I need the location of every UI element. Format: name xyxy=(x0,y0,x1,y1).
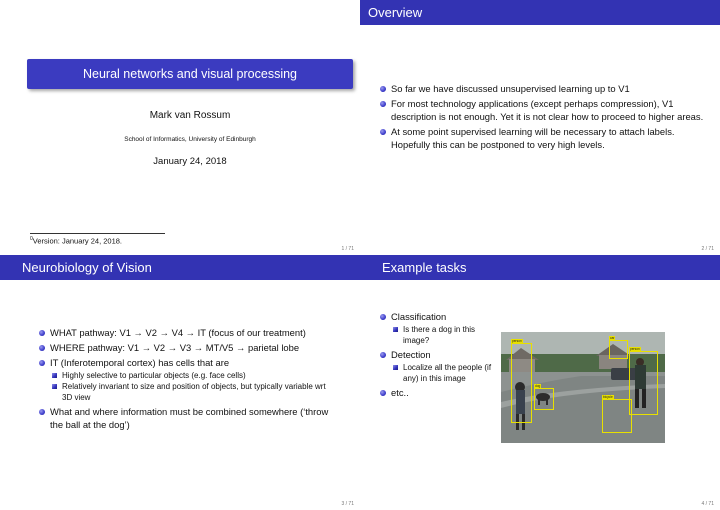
frame-title: Overview xyxy=(368,5,423,20)
presentation-title: Neural networks and visual processing xyxy=(27,59,353,89)
detection-label: bicycle xyxy=(603,395,613,399)
page-number: 4 / 71 xyxy=(701,501,714,507)
bullet-list xyxy=(379,82,709,153)
frame-title-bar xyxy=(360,255,720,280)
presentation-date: January 24, 2018 xyxy=(153,156,227,167)
bullet-text: Detection xyxy=(391,349,431,360)
frame-title: Neurobiology of Vision xyxy=(22,260,152,275)
detection-box-person xyxy=(629,347,658,415)
institution: School of Informatics, University of Edinburgh xyxy=(124,136,256,143)
detection-example-image xyxy=(501,332,665,443)
detection-box-car xyxy=(609,336,628,359)
footnote-mark: 0 xyxy=(30,236,33,242)
bullet-item: WHAT pathway: V1 → V2 → V4 → IT (focus of our treatment) xyxy=(38,326,338,339)
sub-bullet-list xyxy=(391,362,499,384)
page-number: 2 / 71 xyxy=(701,246,714,252)
slide-neurobiology xyxy=(0,255,360,510)
detection-label: dog xyxy=(535,384,541,388)
detection-label: car xyxy=(610,336,615,340)
slide-title xyxy=(0,0,360,255)
bullet-item xyxy=(379,310,499,346)
sub-bullet-item: Highly selective to particular objects (e.g. face cells) xyxy=(50,370,338,381)
frame-title: Example tasks xyxy=(382,260,467,275)
frame-title-bar xyxy=(360,0,720,25)
sub-bullet-item: Relatively invariant to size and position of objects, but typically variable wrt 3D view xyxy=(50,381,338,403)
bullet-item: For most technology applications (except perhaps compression), V1 description is not enough. Yet it is not clear how to proceed to higher areas. xyxy=(379,97,709,123)
frame-title-bar xyxy=(0,255,360,280)
bullet-item: WHERE pathway: V1 → V2 → V3 → MT/V5 → parietal lobe xyxy=(38,341,338,354)
detection-box-bicycle xyxy=(602,395,632,433)
bullet-item: At some point supervised learning will be necessary to attach labels. Hopefully this can be postponed to very high levels. xyxy=(379,125,709,151)
sub-bullet-list xyxy=(391,324,499,346)
footnote xyxy=(30,236,122,246)
footnote-text: Version: January 24, 2018. xyxy=(32,236,123,246)
bullet-item: What and where information must be combined somewhere (‘throw the ball at the dog’) xyxy=(38,405,338,431)
sub-bullet-item: Localize all the people (if any) in this image xyxy=(391,362,499,384)
detection-box-person xyxy=(511,339,532,423)
page-number: 1 / 71 xyxy=(341,246,354,252)
sub-bullet-list xyxy=(50,370,338,403)
slide-overview xyxy=(360,0,720,255)
bullet-item: etc.. xyxy=(379,386,499,399)
author-name: Mark van Rossum xyxy=(149,110,231,121)
bullet-item xyxy=(38,356,338,403)
bullet-list xyxy=(38,326,338,433)
detection-box-dog xyxy=(534,384,554,410)
bullet-list xyxy=(379,310,499,401)
slide-example-tasks xyxy=(360,255,720,510)
detection-label: person xyxy=(512,339,522,343)
bullet-item xyxy=(379,348,499,384)
bullet-text: Classification xyxy=(391,311,447,322)
detection-label: person xyxy=(630,347,640,351)
footnote-rule xyxy=(30,233,165,234)
bullet-text: IT (Inferotemporal cortex) has cells that are xyxy=(50,357,230,368)
bullet-item: So far we have discussed unsupervised learning up to V1 xyxy=(379,82,709,95)
sub-bullet-item: Is there a dog in this image? xyxy=(391,324,499,346)
page-number: 3 / 71 xyxy=(341,501,354,507)
